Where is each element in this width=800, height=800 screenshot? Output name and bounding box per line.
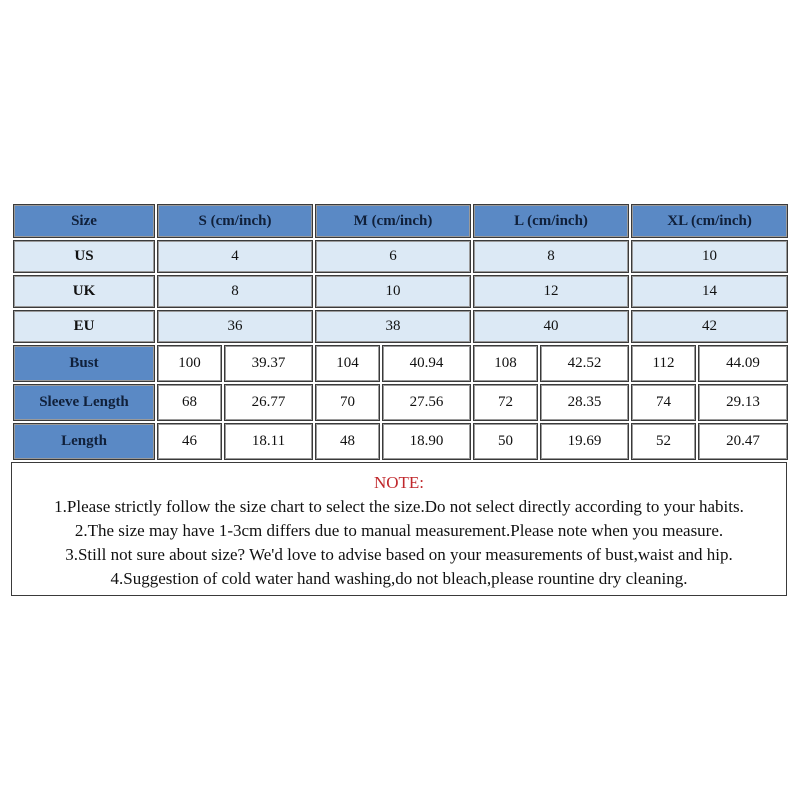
row-label: US	[13, 240, 155, 273]
table-cell: 44.09	[698, 345, 788, 382]
table-cell: 18.11	[224, 423, 313, 460]
table-cell: 19.69	[540, 423, 629, 460]
size-chart	[11, 202, 790, 462]
table-cell: 28.35	[540, 384, 629, 421]
table-cell: 8	[157, 275, 313, 308]
table-cell: 38	[315, 310, 471, 343]
table-cell: 18.90	[382, 423, 471, 460]
header-row	[13, 204, 788, 238]
table-cell: 72	[473, 384, 538, 421]
header-size-xl: XL (cm/inch)	[631, 204, 788, 238]
table-row-sleeve-length	[13, 384, 788, 421]
table-cell: 6	[315, 240, 471, 273]
note-box	[11, 462, 787, 596]
table-cell: 50	[473, 423, 538, 460]
note-title: NOTE:	[373, 473, 425, 492]
note-line-2: 2.The size may have 1-3cm differs due to manual measurement.Please note when you measure.	[74, 521, 724, 540]
table-cell: 27.56	[382, 384, 471, 421]
table-row-eu	[13, 310, 788, 343]
header-size-l: L (cm/inch)	[473, 204, 629, 238]
table-cell: 10	[315, 275, 471, 308]
table-cell: 14	[631, 275, 788, 308]
table-cell: 36	[157, 310, 313, 343]
table-cell: 4	[157, 240, 313, 273]
table-cell: 48	[315, 423, 380, 460]
table-cell: 74	[631, 384, 696, 421]
note-line-4: 4.Suggestion of cold water hand washing,do not bleach,please rountine dry cleaning.	[110, 569, 688, 588]
table-cell: 108	[473, 345, 538, 382]
table-cell: 40.94	[382, 345, 471, 382]
row-label: Length	[13, 423, 155, 460]
table-cell: 104	[315, 345, 380, 382]
row-label: EU	[13, 310, 155, 343]
note-line-3: 3.Still not sure about size? We'd love to advise based on your measurements of bust,waist and hip.	[65, 545, 733, 564]
row-label: Bust	[13, 345, 155, 382]
header-size-s: S (cm/inch)	[157, 204, 313, 238]
row-label: Sleeve Length	[13, 384, 155, 421]
table-cell: 68	[157, 384, 222, 421]
table-row-uk	[13, 275, 788, 308]
table-cell: 39.37	[224, 345, 313, 382]
row-label: UK	[13, 275, 155, 308]
table-cell: 12	[473, 275, 629, 308]
table-cell: 52	[631, 423, 696, 460]
table-cell: 10	[631, 240, 788, 273]
table-cell: 70	[315, 384, 380, 421]
size-chart-table	[11, 202, 790, 462]
table-row-length	[13, 423, 788, 460]
table-cell: 42	[631, 310, 788, 343]
table-cell: 40	[473, 310, 629, 343]
table-cell: 20.47	[698, 423, 788, 460]
table-cell: 46	[157, 423, 222, 460]
table-row-bust	[13, 345, 788, 382]
header-size-label: Size	[13, 204, 155, 238]
table-cell: 112	[631, 345, 696, 382]
note-line-1: 1.Please strictly follow the size chart to select the size.Do not select directly according to your habits.	[54, 497, 744, 516]
table-cell: 29.13	[698, 384, 788, 421]
table-cell: 42.52	[540, 345, 629, 382]
table-cell: 8	[473, 240, 629, 273]
table-cell: 26.77	[224, 384, 313, 421]
table-row-us	[13, 240, 788, 273]
table-cell: 100	[157, 345, 222, 382]
header-size-m: M (cm/inch)	[315, 204, 471, 238]
